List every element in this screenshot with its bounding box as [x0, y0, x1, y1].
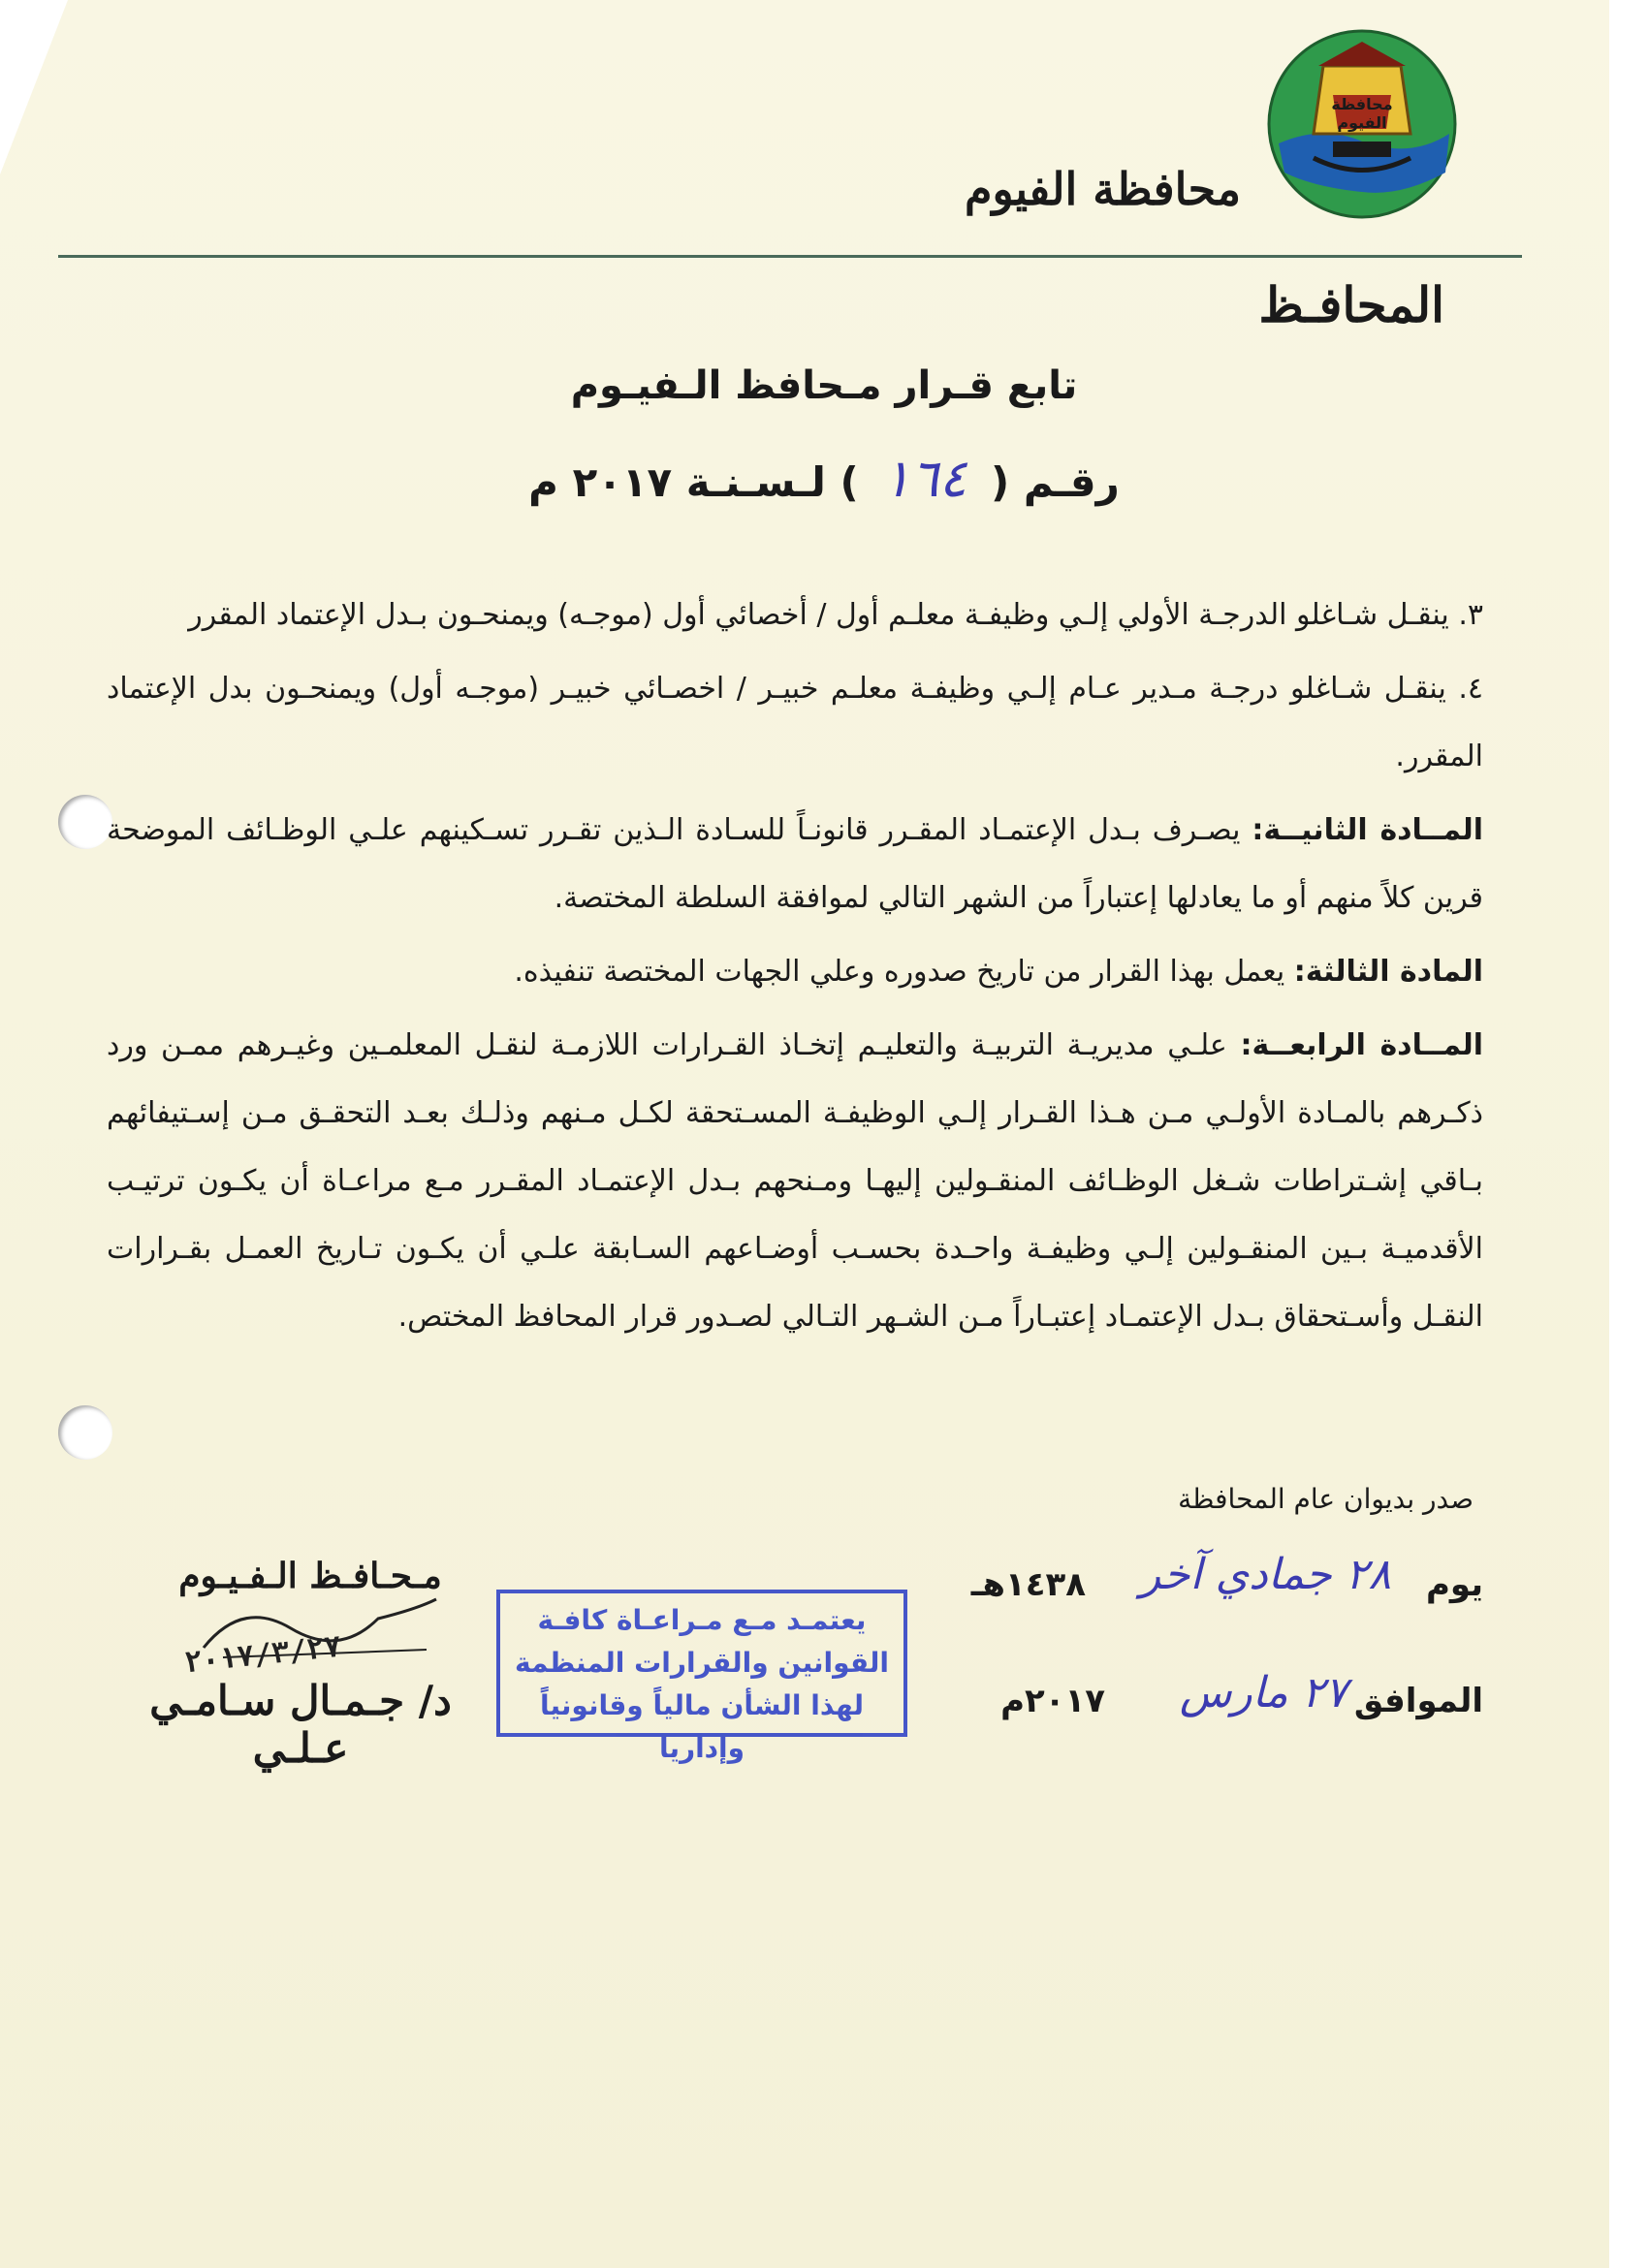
article-text: يعمل بهذا القرار من تاريخ صدوره وعلي الجهات المختصة تنفيذه.	[514, 955, 1285, 989]
stamp-line: القوانين والقرارات المنظمة	[515, 1647, 889, 1679]
office-title: المحافـظ	[1258, 276, 1444, 333]
item-number: ٣.	[1458, 598, 1483, 632]
stamp-line: لهذا الشأن مالياً وقانونياً وإداريا	[539, 1689, 865, 1764]
gregorian-date-handwritten: ٢٧ مارس	[1179, 1668, 1347, 1717]
punch-hole-top	[58, 795, 112, 849]
header-divider	[58, 255, 1522, 258]
gregorian-label: الموافق	[1353, 1682, 1483, 1720]
emblem-text: محافظة الفيوم	[1331, 95, 1393, 132]
decree-number-prefix: رقـم (	[991, 458, 1120, 506]
issued-line: صدر بديوان عام المحافظة	[1178, 1483, 1474, 1515]
cut-corner	[0, 0, 68, 174]
article-title: المــادة الثانيــة:	[1252, 813, 1483, 847]
scan-edge	[1609, 0, 1648, 2268]
article-fourth	[107, 1012, 1483, 1351]
punch-hole-bottom	[58, 1405, 112, 1460]
hijri-year: ١٤٣٨هـ	[970, 1565, 1086, 1604]
article-title: المــادة الرابعــة:	[1240, 1028, 1483, 1062]
signatory-name: د/ جـمـال سـامـي عـلـي	[149, 1677, 452, 1772]
list-item	[107, 582, 1483, 649]
article-third	[107, 938, 1483, 1006]
signatory-title: مـحـافـظ الـفـيـوم	[178, 1556, 442, 1596]
decree-title: تابع قـرار مـحافظ الـفيـوم	[570, 363, 1078, 408]
item-text: ينقـل شـاغلو درجـة مـدير عـام إلـي وظيفـة معلـم خبيـر / اخصـائي خبيـر (موجـه أول) ويمنحـون بدل الإعتماد المقرر.	[107, 672, 1483, 773]
approval-stamp	[496, 1590, 907, 1764]
article-second	[107, 797, 1483, 932]
decree-body	[107, 582, 1483, 1357]
hijri-date-handwritten: ٢٨ جمادي آخر	[1139, 1550, 1391, 1599]
item-text: ينقـل شـاغلو الدرجـة الأولي إلـي وظيفـة معلـم أول / أخصائي أول (موجـه) ويمنحـون بـدل الإعتماد المقرر	[188, 598, 1449, 632]
item-number: ٤.	[1458, 672, 1483, 706]
governorate-name: محافظة الفيوم	[965, 163, 1241, 215]
signature-date: ٢٠١٧/٣/٢٧	[182, 1629, 343, 1681]
gregorian-year: ٢٠١٧م	[1000, 1682, 1105, 1720]
list-item	[107, 655, 1483, 791]
article-title: المادة الثالثة:	[1293, 955, 1483, 989]
day-label: يوم	[1425, 1565, 1483, 1604]
decree-number	[0, 448, 1648, 509]
article-text: يصـرف بـدل الإعتمـاد المقـرر قانونـاً للسـادة الـذين تقـرر تسـكينهم علـي الوظـائف الموضحة قرين كلاً منهم أو ما يعادلها إعتباراً من الشهر التالي لموافقة السلطة المختصة.	[107, 813, 1483, 915]
article-text: علـي مديريـة التربيـة والتعليـم إتخـاذ القـرارات اللازمـة لنقـل المعلمـين وغيـرهم ممـن ورد ذكـرهم بالمـادة الأولـي مـن هـذا القـرار إلـي الوظيفـة المسـتحقة لكـل مـنهم وذلـك بعـد التحقـق مـن إسـتيفائهم بـاقي إشـتراطات شـغل الوظـائف المنقـولين إليهـا ومـنحهم بـدل الإعتمـاد المقـرر مـع مراعـاة أن يكـون ترتيـب الأقدميـة بـين المنقـولين إلـي وظيفـة واحـدة بحسـب أوضـاعهم السـابقة علـي أن يكـون تـاريخ العمـل بقـرارات النقـل وأسـتحقاق بـدل الإعتمـاد إعتبـاراً مـن الشـهر التـالي لصـدور قرار المحافظ المختص.	[107, 1028, 1483, 1334]
decree-number-suffix: ) لـسـنـة ٢٠١٧ م	[528, 458, 859, 506]
decree-number-handwritten: ١٦٤	[882, 448, 967, 509]
stamp-line: يعتمـد مـع مـراعـاة كافـة	[537, 1604, 867, 1636]
